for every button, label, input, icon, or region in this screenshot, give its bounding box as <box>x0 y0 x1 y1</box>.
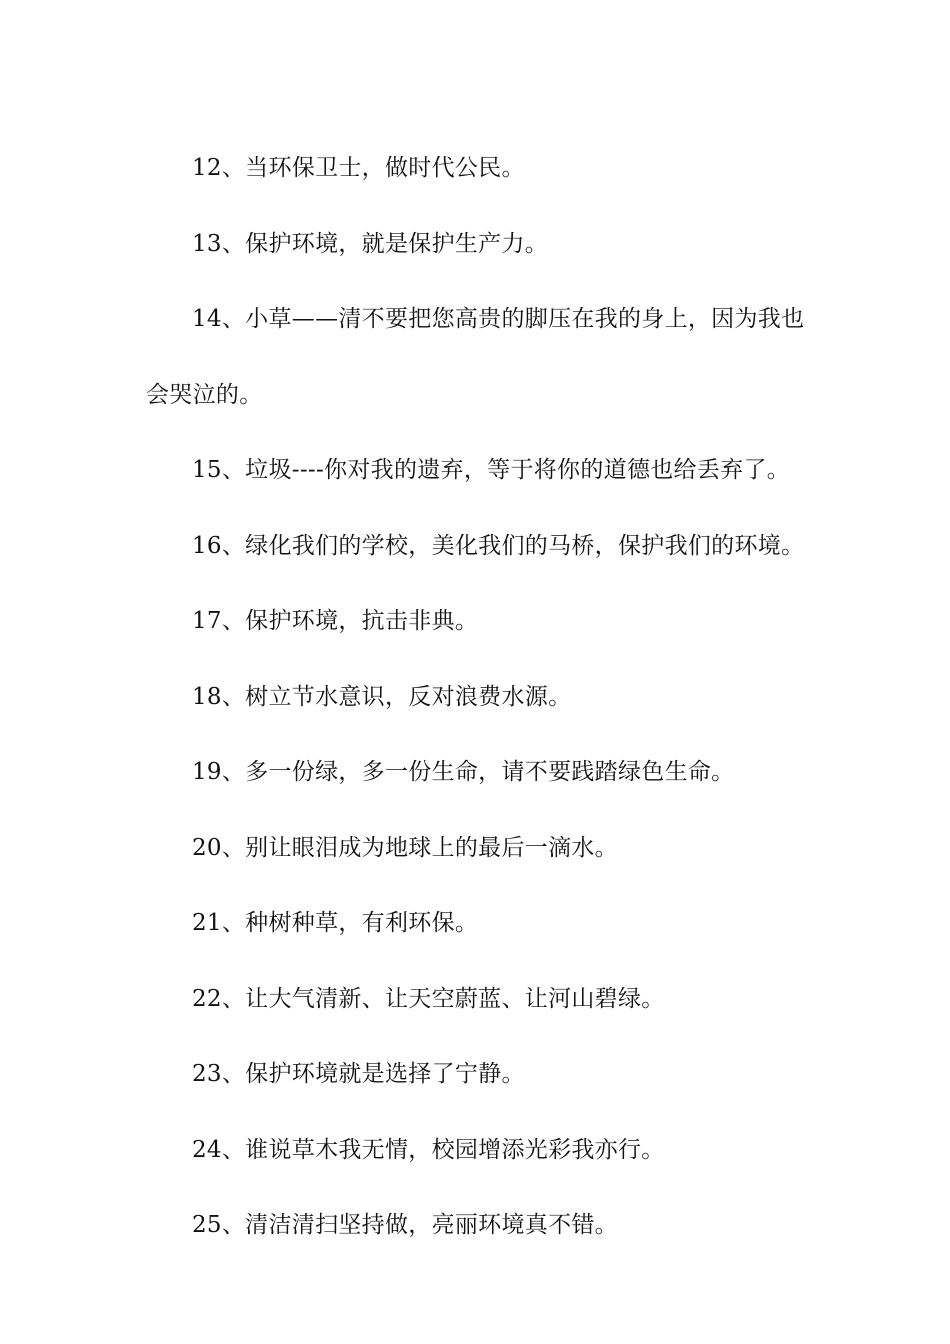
slogan-14: 14、小草——清不要把您高贵的脚压在我的身上，因为我也会哭泣的。 <box>146 306 805 408</box>
document-body <box>146 131 808 1264</box>
slogan-19: 19、多一份绿，多一份生命，请不要践踏绿色生命。 <box>192 759 735 785</box>
slogan-15: 15、垃圾----你对我的遗弃，等于将你的道德也给丢弃了。 <box>192 457 791 483</box>
slogan-21: 21、种树种草，有利环保。 <box>192 910 479 936</box>
slogan-16: 16、绿化我们的学校，美化我们的马桥，保护我们的环境。 <box>192 532 805 559</box>
slogan-25: 25、清洁清扫坚持做，亮丽环境真不错。 <box>192 1212 618 1238</box>
slogan-12: 12、当环保卫士，做时代公民。 <box>192 155 525 181</box>
slogan-18: 18、树立节水意识，反对浪费水源。 <box>192 683 572 710</box>
slogan-20: 20、别让眼泪成为地球上的最后一滴水。 <box>192 834 618 861</box>
slogan-17: 17、保护环境，抗击非典。 <box>192 608 479 634</box>
slogan-23: 23、保护环境就是选择了宁静。 <box>192 1061 525 1087</box>
slogan-24: 24、谁说草木我无情，校园增添光彩我亦行。 <box>192 1136 665 1163</box>
slogan-13: 13、保护环境，就是保护生产力。 <box>192 230 549 257</box>
slogan-22: 22、让大气清新、让天空蔚蓝、让河山碧绿。 <box>192 985 665 1012</box>
